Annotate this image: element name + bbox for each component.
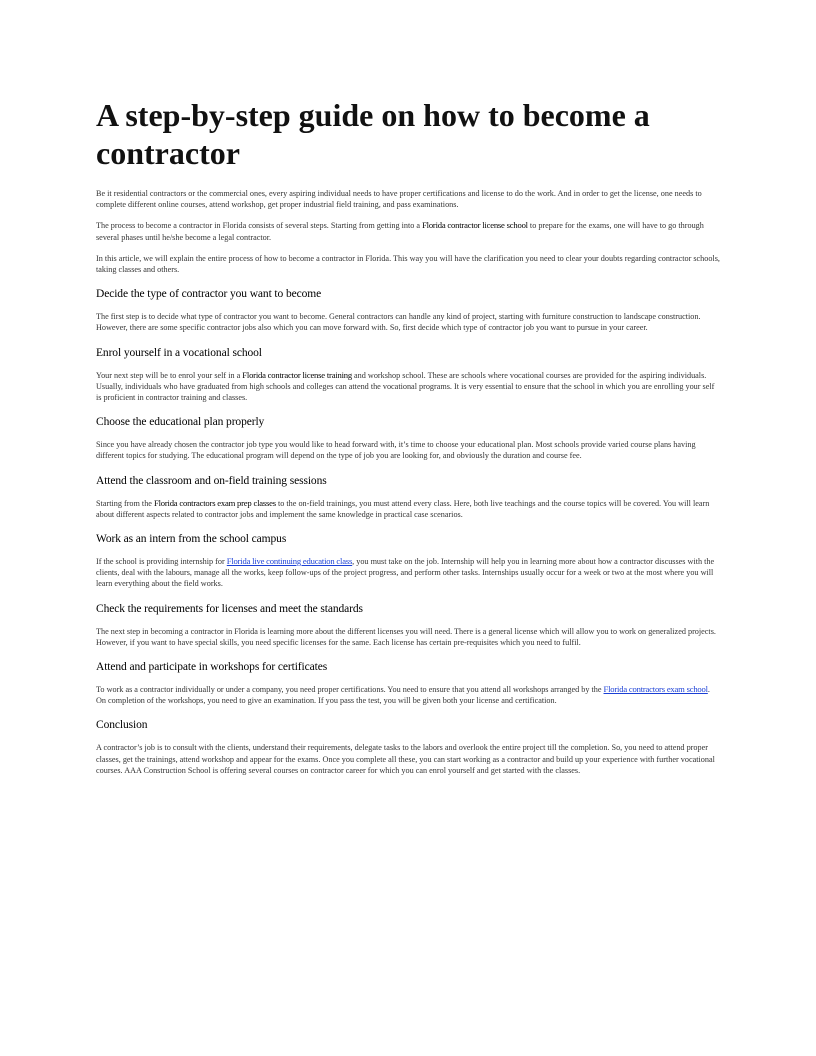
section-text-decide-type: The first step is to decide what type of contractor you want to become. General contractors can handle any kind of project, starting with furniture construction to landscape construction. However, there are some specific contractor jobs also which you can move forward with. So, first decide which type of contractor job you want to pursue in your career. bbox=[96, 312, 701, 333]
section-heading-licenses: Check the requirements for licenses and meet the standards bbox=[96, 602, 363, 615]
page-title: A step-by-step guide on how to become a contractor bbox=[96, 97, 650, 171]
intro-paragraph-3: In this article, we will explain the entire process of how to become a contractor in Florida. This way you will have the clarification you need to clear your doubts regarding contractor schools, taking classes and others. bbox=[96, 253, 720, 275]
section-text-educational-plan: Since you have already chosen the contractor job type you would like to head forward with, it’s time to choose your educational plan. Most schools provide varied course plans having different topics for studying. The educational program will depend on the type of job you are looking for, and obviously the duration and course fee. bbox=[96, 440, 696, 461]
text-run: If the school is providing internship for bbox=[96, 557, 227, 567]
section-text-workshops bbox=[96, 684, 720, 706]
section-heading-workshops: Attend and participate in workshops for certificates bbox=[96, 661, 328, 674]
section-heading-enrol: Enrol yourself in a vocational school bbox=[96, 346, 262, 359]
section-heading-classroom-training: Attend the classroom and on-field training sessions bbox=[96, 474, 327, 487]
text-run: , you must take on the job. Internship will help you in learning more about how a contractor discusses with the clients, deal with the labours, manage all the works, keep follow-ups of the project progress, and perform other tasks. Internships usually occur for a week or two at the most where you will learn everything about the field works. bbox=[96, 557, 715, 589]
text-run: to the on-field trainings, you must attend every class. Here, both live teachings and the course topics will be covered. You will learn about different aspects related to contractor jobs and implement the same knowledge in practical case scenarios. bbox=[96, 498, 710, 519]
text-run: To work as a contractor individually or under a company, you need proper certifications. You need to ensure that you attend all workshops arranged by the bbox=[96, 685, 604, 695]
florida-contractor-license-school-link[interactable]: Florida contractor license school bbox=[422, 220, 528, 231]
section-text-enrol bbox=[96, 370, 720, 404]
intro-paragraph-2 bbox=[96, 220, 720, 242]
section-heading-educational-plan: Choose the educational plan properly bbox=[96, 416, 265, 429]
document-page bbox=[96, 96, 720, 786]
text-run: and workshop school. These are schools where vocational courses are provided for the aspiring individuals. Usually, individuals who have graduated from high schools and colleges can attend the vocational programs. It is very essential to ensure that the school in which you are enrolling your self is proficient in contractor training and classes. bbox=[96, 370, 715, 403]
florida-contractors-exam-school-link[interactable]: Florida contractors exam school bbox=[603, 684, 708, 695]
text-run: The process to become a contractor in Florida consists of several steps. Starting from getting into a bbox=[96, 221, 423, 231]
section-heading-intern: Work as an intern from the school campus bbox=[96, 533, 287, 546]
text-run: Your next step will be to enrol your self in a bbox=[96, 370, 243, 380]
florida-contractor-license-training-link[interactable]: Florida contractor license training bbox=[242, 369, 352, 380]
text-run: Starting from the bbox=[96, 498, 154, 508]
section-heading-conclusion: Conclusion bbox=[96, 719, 148, 732]
intro-paragraph-1: Be it residential contractors or the commercial ones, every aspiring individual needs to have proper certifications and license to do the work. And in order to get the license, one needs to complete different online courses, attend workshop, get proper industrial field training, and pass examinations. bbox=[96, 189, 702, 210]
text-run: . On completion of the workshops, you need to give an examination. If you pass the test, you will be given both your license and certification. bbox=[96, 685, 710, 706]
section-text-licenses: The next step in becoming a contractor in Florida is learning more about the different licenses you will need. There is a general license which will allow you to work on generalized projects. However, if you want to have special skills, you need specific licenses for the same. Each license has certain pre-requisites which you need to fulfil. bbox=[96, 626, 716, 647]
section-text-intern bbox=[96, 556, 720, 590]
section-text-classroom-training bbox=[96, 498, 720, 520]
florida-live-continuing-education-class-link[interactable]: Florida live continuing education class bbox=[226, 556, 353, 567]
section-heading-decide-type: Decide the type of contractor you want to become bbox=[96, 288, 322, 301]
section-text-conclusion: A contractor’s job is to consult with the clients, understand their requirements, delegate tasks to the labors and overlook the entire project till the completion. So, you need to attend proper classes, get the trainings, attend workshop and appear for the exams. Once you complete all these, you can start working as a contractor and build up your experience with further vocational courses. AAA Construction School is offering several courses on contractor career for which you can enrol yourself and get started with the classes. bbox=[96, 743, 715, 775]
florida-contractors-exam-prep-classes-link[interactable]: Florida contractors exam prep classes bbox=[153, 497, 276, 508]
text-run: to prepare for the exams, one will have to go through several phases until he/she become a legal contractor. bbox=[96, 221, 704, 242]
